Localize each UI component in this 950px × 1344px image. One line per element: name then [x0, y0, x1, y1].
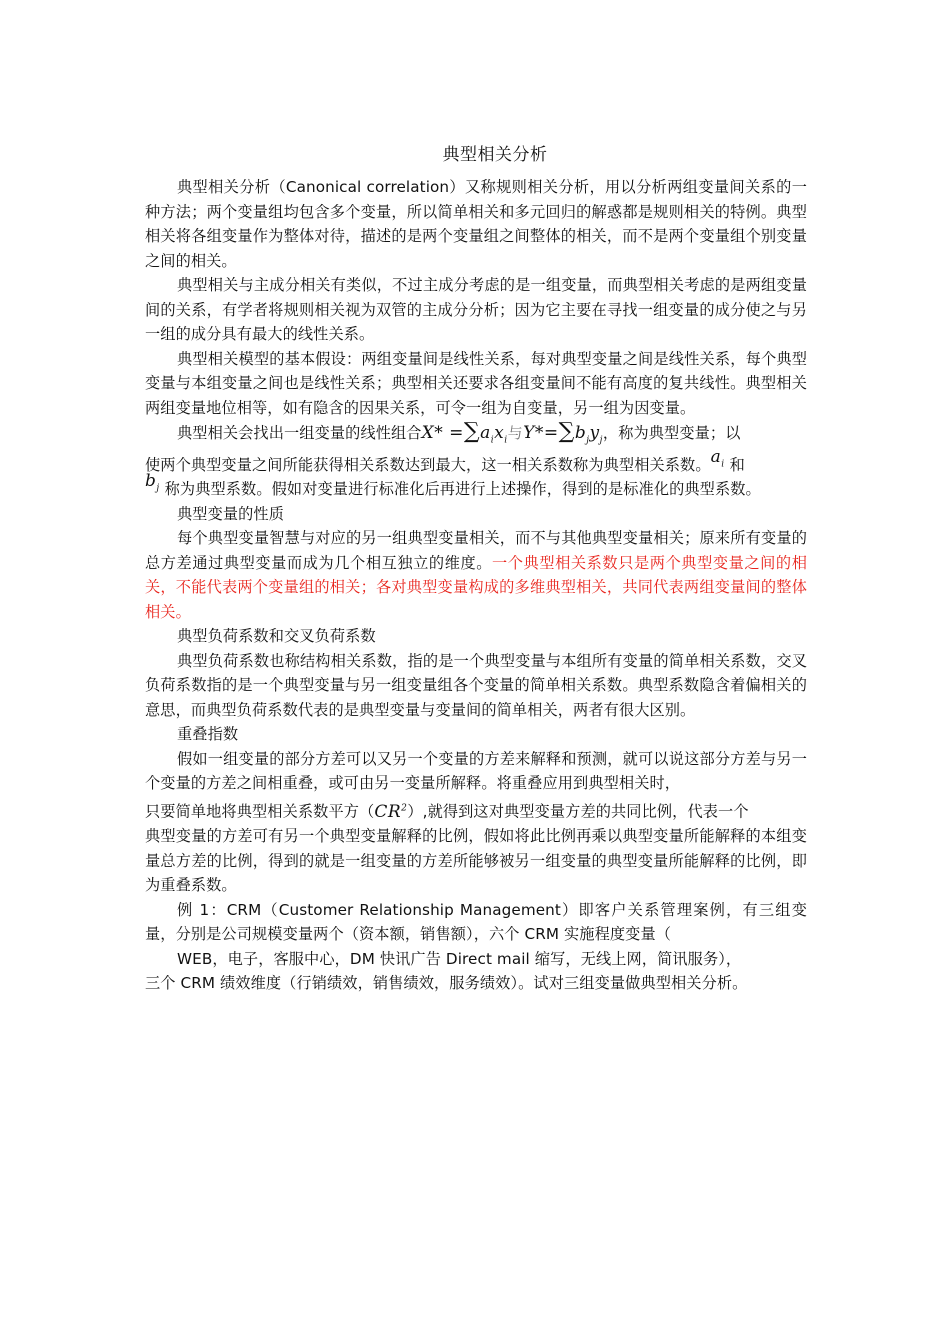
formula-b: b: [574, 423, 587, 443]
page-title: 典型相关分析: [442, 145, 548, 165]
linear-combination-text: 典型相关会找出一组变量的线性组合: [177, 424, 422, 442]
sum-symbol-x: ∑: [463, 419, 481, 444]
formula-xi: x: [494, 423, 505, 443]
paragraph-example-vars: WEB，电子，客服中心，DM 快讯广告 Direct mail 缩写，无线上网，简讯服务），: [177, 949, 742, 968]
coef-a-letter: a: [710, 446, 722, 467]
paragraph-redundancy: 假如一组变量的部分方差可以又另一个变量的方差来解释和预测，就可以说这部分方差与另一个变量的方差之间相重叠，或可由另一变量所解释。将重叠应用到典型相关时，: [145, 749, 807, 793]
standardized-text: 称为典型系数。假如对变量进行标准化后再进行上述操作，得到的是标准化的典型系数。: [164, 480, 761, 499]
and-text: 和: [729, 455, 745, 474]
paragraph-example-task: 三个 CRM 绩效维度（行销绩效，销售绩效，服务绩效）。试对三组变量做典型相关分析。: [145, 974, 748, 993]
formula-xi-sub: i: [504, 435, 508, 446]
properties-text: 每个典型变量智慧与对应的另一组典型变量相关，而不与其他典型变量相关；原来所有变量的总方差通过典型变量而成为几个相互独立的维度。: [145, 529, 807, 572]
paragraph-loadings: 典型负荷系数也称结构相关系数，指的是一个典型变量与本组所有变量的简单相关系数，交叉负荷系数指的是一个典型变量与另一组变量组各个变量的简单相关系数。典型系数隐含着偏相关的意思，而典型负荷系数代表的是典型变量与变量间的简单相关，两者有很大区别。: [145, 651, 807, 719]
coef-a: [711, 445, 725, 477]
formula-x: X* =: [421, 423, 464, 443]
squared-text: 只要简单地将典型相关系数平方（: [145, 802, 375, 821]
properties-highlight: 一个典型相关系数只是两个典型变量之间的相关，不能代表两个变量组的相关；各对典型变量构成的多维典型相关，共同代表两组变量间的整体相关。: [145, 553, 807, 621]
coef-b-letter: b: [145, 471, 157, 492]
linear-combination-tail: ，称为典型变量；以: [602, 424, 741, 442]
sum-symbol-y: ∑: [558, 419, 575, 444]
cr-sup: 2: [401, 802, 408, 813]
paragraph-properties: [145, 526, 807, 624]
formula-yj: y: [589, 423, 600, 443]
paragraph-max-correlation: [145, 446, 807, 478]
paragraph-intro: 典型相关分析（Canonical correlation）又称规则相关分析，用以分析两组变量间关系的一种方法；两个变量组均包含多个变量，所以简单相关和多元回归的解惑都是规则相关的特例。典型相关将各组变量作为整体对待，描述的是两个变量组之间整体的相关，而不是两个变量组个别变量之间的相关。: [145, 178, 807, 270]
paragraph-principal-component: 典型相关与主成分相关有类似，不过主成分考虑的是一组变量，而典型相关考虑的是两组变量间的关系，有学者将规则相关视为双管的主成分分析；因为它主要在寻找一组变量的成分使之与另一组的成分具有最大的线性关系。: [145, 276, 807, 343]
formula-b-sub: j: [586, 435, 590, 446]
heading-redundancy: 重叠指数: [177, 725, 239, 744]
formula-a: a: [480, 423, 491, 443]
formula-and: 与: [507, 424, 524, 442]
paragraph-example: 例 1：CRM（Customer Relationship Management）即客户关系管理案例，有三组变量，分别是公司规模变量两个（资本额，销售额），六个 CRM 实施程度变量（: [145, 900, 807, 944]
max-correlation-text: 使两个典型变量之间所能获得相关系数达到最大，这一相关系数称为典型相关系数。: [145, 455, 711, 474]
formula-yj-sub: j: [599, 435, 603, 446]
cr-letters: CR: [374, 801, 402, 822]
document-body: [145, 175, 807, 996]
paragraph-redundancy-coef: 典型变量的方差可有另一个典型变量解释的比例，假如将此比例再乘以典型变量所能解释的本组变量总方差的比例，得到的就是一组变量的方差所能够被另一组变量的典型变量所能解释的比例，即为重叠系数。: [145, 827, 807, 895]
paragraph-standardized: [145, 471, 807, 502]
coef-b-sub: j: [156, 483, 160, 494]
formula-y: Y*=: [523, 423, 559, 443]
coef-a-sub: i: [721, 459, 725, 470]
paragraph-squared: [145, 796, 807, 824]
coef-b: [145, 469, 160, 501]
squared-tail: ）,就得到这对典型变量方差的共同比例，代表一个: [407, 802, 749, 821]
heading-properties: 典型变量的性质: [177, 504, 285, 523]
formula: [421, 419, 603, 446]
cr-squared: [374, 802, 407, 822]
formula-a-sub: i: [490, 435, 495, 446]
heading-loadings: 典型负荷系数和交叉负荷系数: [177, 627, 376, 646]
paragraph-assumptions: 典型相关模型的基本假设：两组变量间是线性关系，每对典型变量之间是线性关系，每个典型变量与本组变量之间也是线性关系；典型相关还要求各组变量间不能有高度的复共线性。典型相关两组变量地位相等，如有隐含的因果关系，可令一组为自变量，另一组为因变量。: [145, 349, 807, 417]
paragraph-linear-combination: [145, 420, 807, 453]
